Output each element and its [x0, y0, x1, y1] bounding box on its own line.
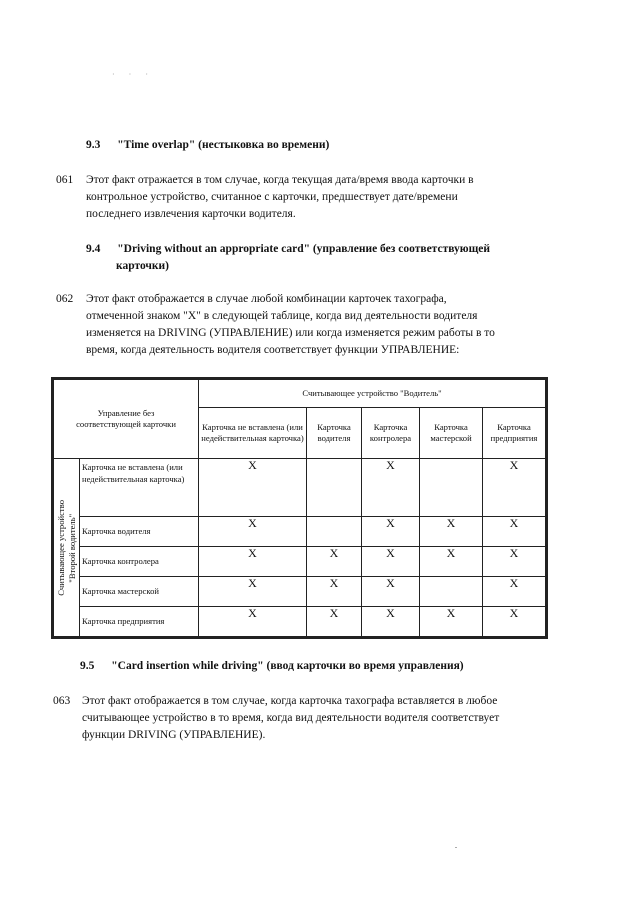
table-cell: X	[483, 577, 546, 607]
row-header: Карточка не вставлена (или недействительная карточка)	[80, 459, 199, 517]
table-cell: X	[483, 459, 546, 517]
row-header: Карточка водителя	[80, 517, 199, 547]
table-cell: X	[362, 577, 420, 607]
table-cell: X	[362, 547, 420, 577]
table-cell: X	[199, 547, 307, 577]
section-number: 9.4	[86, 243, 101, 255]
column-header: Карточка не вставлена (или недействительная карточка)	[199, 408, 307, 459]
column-header: Карточка предприятия	[483, 408, 546, 459]
table-cell: X	[199, 577, 307, 607]
table-cell	[307, 517, 362, 547]
top-group-header: Считывающее устройство "Водитель"	[199, 380, 546, 408]
driving-without-card-table	[53, 379, 546, 637]
table-cell: X	[420, 517, 483, 547]
table-cell: X	[362, 607, 420, 637]
para-line: изменяется на DRIVING (УПРАВЛЕНИЕ) или когда изменяется режим работы в то	[86, 327, 495, 339]
paragraph-063	[53, 693, 572, 744]
section-9-4-heading	[86, 241, 556, 275]
table-cell: X	[362, 517, 420, 547]
paragraph-number: 063	[53, 695, 71, 707]
table-cell: X	[483, 607, 546, 637]
side-group-header	[54, 459, 80, 637]
table-cell: X	[307, 577, 362, 607]
section-number: 9.3	[86, 139, 101, 151]
table-cell: X	[307, 607, 362, 637]
paragraph-062	[56, 291, 566, 359]
table-cell: X	[307, 547, 362, 577]
column-header: Карточка мастерской	[420, 408, 483, 459]
section-title: "Time overlap" (нестыковка во времени)	[117, 139, 330, 151]
paragraph-061	[56, 172, 566, 223]
section-9-3-heading	[86, 139, 329, 151]
section-title: "Card insertion while driving" (ввод карточки во время управления)	[111, 660, 464, 672]
para-line: Этот факт отражается в том случае, когда текущая дата/время ввода карточки в	[86, 174, 474, 186]
side-group-label	[56, 500, 78, 596]
section-9-5-heading	[80, 660, 464, 672]
table-cell	[307, 459, 362, 517]
table-cell: X	[483, 517, 546, 547]
section-title-line1: "Driving without an appropriate card" (управление без соответствующей	[117, 243, 491, 255]
para-line: Этот факт отображается в том случае, когда карточка тахографа вставляется в любое	[82, 695, 498, 707]
row-header: Карточка контролера	[80, 547, 199, 577]
table-corner-cell	[54, 380, 199, 459]
paragraph-number: 062	[56, 293, 74, 305]
table-cell: X	[420, 547, 483, 577]
table-cell	[420, 577, 483, 607]
section-number: 9.5	[80, 660, 95, 672]
table-cell: X	[483, 547, 546, 577]
row-header: Карточка предприятия	[80, 607, 199, 637]
table-cell	[420, 459, 483, 517]
para-line: функции DRIVING (УПРАВЛЕНИЕ).	[82, 729, 266, 741]
table-cell: X	[199, 607, 307, 637]
para-line: считывающее устройство в то время, когда вид деятельности водителя соответствует	[82, 712, 500, 724]
side-group-label-line1: Считывающее устройство	[56, 499, 66, 596]
corner-label-line2: соответствующей карточки	[76, 419, 176, 429]
para-line: отмеченной знаком "X" в следующей таблице, когда вид деятельности водителя	[86, 310, 478, 322]
table-cell: X	[362, 459, 420, 517]
table-cell: X	[420, 607, 483, 637]
para-line: время, когда деятельность водителя соответствует функции УПРАВЛЕНИЕ:	[86, 344, 460, 356]
side-group-label-line2: "Второй водитель"	[67, 513, 77, 582]
column-header: Карточка водителя	[307, 408, 362, 459]
table-cell: X	[199, 459, 307, 517]
page-artifact-dot	[455, 847, 457, 848]
row-header: Карточка мастерской	[80, 577, 199, 607]
section-title-line2: карточки)	[116, 260, 169, 272]
para-line: контрольное устройство, считанное с карточки, предшествует дате/времени	[86, 191, 458, 203]
para-line: Этот факт отображается в случае любой комбинации карточек тахографа,	[86, 293, 447, 305]
page-artifact-dots: · · ·	[112, 70, 154, 79]
para-line: последнего извлечения карточки водителя.	[86, 208, 296, 220]
table-cell: X	[199, 517, 307, 547]
paragraph-number: 061	[56, 174, 74, 186]
column-header: Карточка контролера	[362, 408, 420, 459]
corner-label-line1: Управление без	[97, 407, 155, 418]
